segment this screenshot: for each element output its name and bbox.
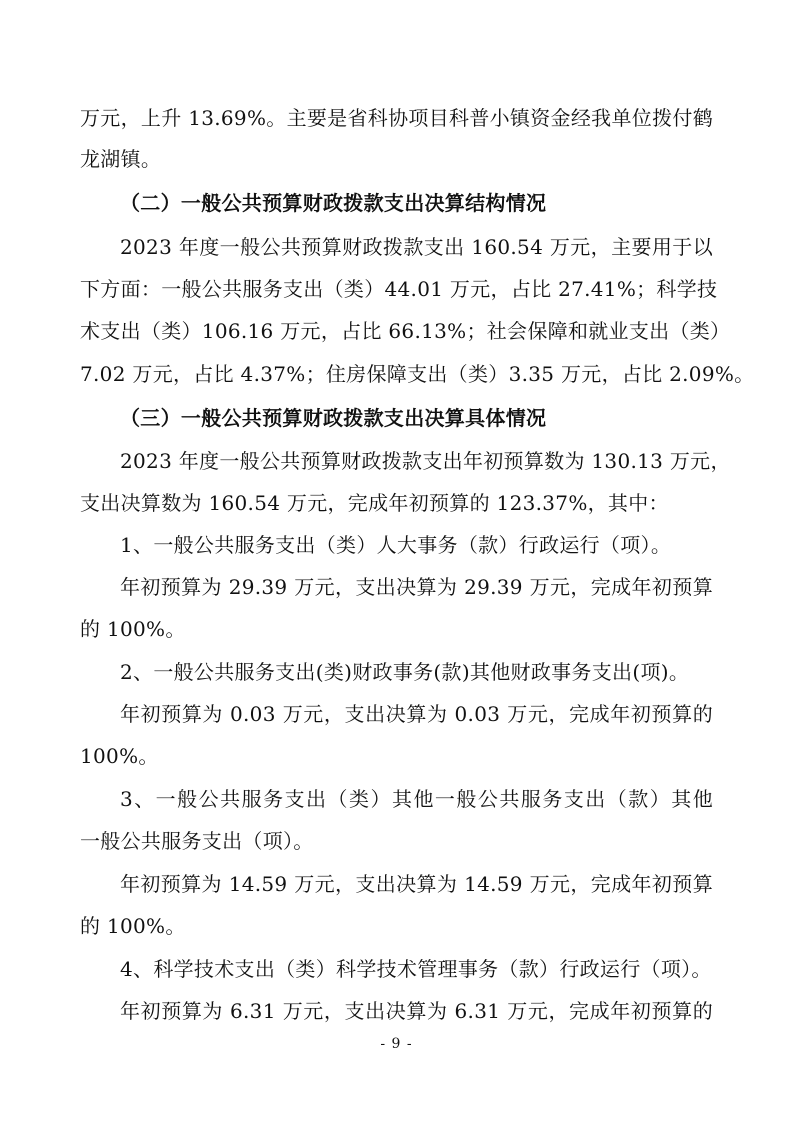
paragraph-line: 年初预算为 6.31 万元，支出决算为 6.31 万元，完成年初预算的: [120, 999, 713, 1023]
section-heading: （三）一般公共预算财政拨款支出决算具体情况: [120, 406, 547, 430]
list-item-heading: 3、一般公共服务支出（类）其他一般公共服务支出（款）其他: [120, 787, 713, 811]
paragraph-line: 的 100%。: [80, 617, 186, 641]
paragraph-line: 术支出（类）106.16 万元，占比 66.13%；社会保障和就业支出（类）: [80, 319, 731, 343]
paragraph-line: 年初预算为 14.59 万元，支出决算为 14.59 万元，完成年初预算: [120, 872, 713, 896]
paragraph-line: 下方面：一般公共服务支出（类）44.01 万元，占比 27.41%；科学技: [80, 277, 718, 301]
paragraph-line: 支出决算数为 160.54 万元，完成年初预算的 123.37%，其中：: [80, 491, 669, 515]
paragraph-line: 一般公共服务支出（项）。: [80, 829, 314, 853]
paragraph-line: 万元，上升 13.69%。主要是省科协项目科普小镇资金经我单位拨付鹤: [80, 106, 713, 130]
paragraph-line: 100%。: [80, 744, 159, 768]
page-number: - 9 -: [380, 1036, 413, 1052]
paragraph-line: 2023 年度一般公共预算财政拨款支出年初预算数为 130.13 万元，: [120, 449, 731, 473]
list-item-heading: 4、科学技术支出（类）科学技术管理事务（款）行政运行（项）。: [120, 957, 712, 981]
list-item-heading: 1、一般公共服务支出（类）人大事务（款）行政运行（项）。: [120, 533, 672, 557]
paragraph-line: 7.02 万元，占比 4.37%；住房保障支出（类）3.35 万元，占比 2.09%。: [80, 362, 755, 386]
paragraph-line: 2023 年度一般公共预算财政拨款支出 160.54 万元，主要用于以: [120, 235, 713, 259]
paragraph-line: 的 100%。: [80, 914, 186, 938]
paragraph-line: 年初预算为 0.03 万元，支出决算为 0.03 万元，完成年初预算的: [120, 702, 713, 726]
paragraph-line: 龙湖镇。: [80, 147, 162, 171]
list-item-heading: 2、一般公共服务支出(类)财政事务(款)其他财政事务支出(项)。: [120, 660, 690, 684]
section-heading: （二）一般公共预算财政拨款支出决算结构情况: [120, 191, 547, 215]
paragraph-line: 年初预算为 29.39 万元，支出决算为 29.39 万元，完成年初预算: [120, 575, 713, 599]
